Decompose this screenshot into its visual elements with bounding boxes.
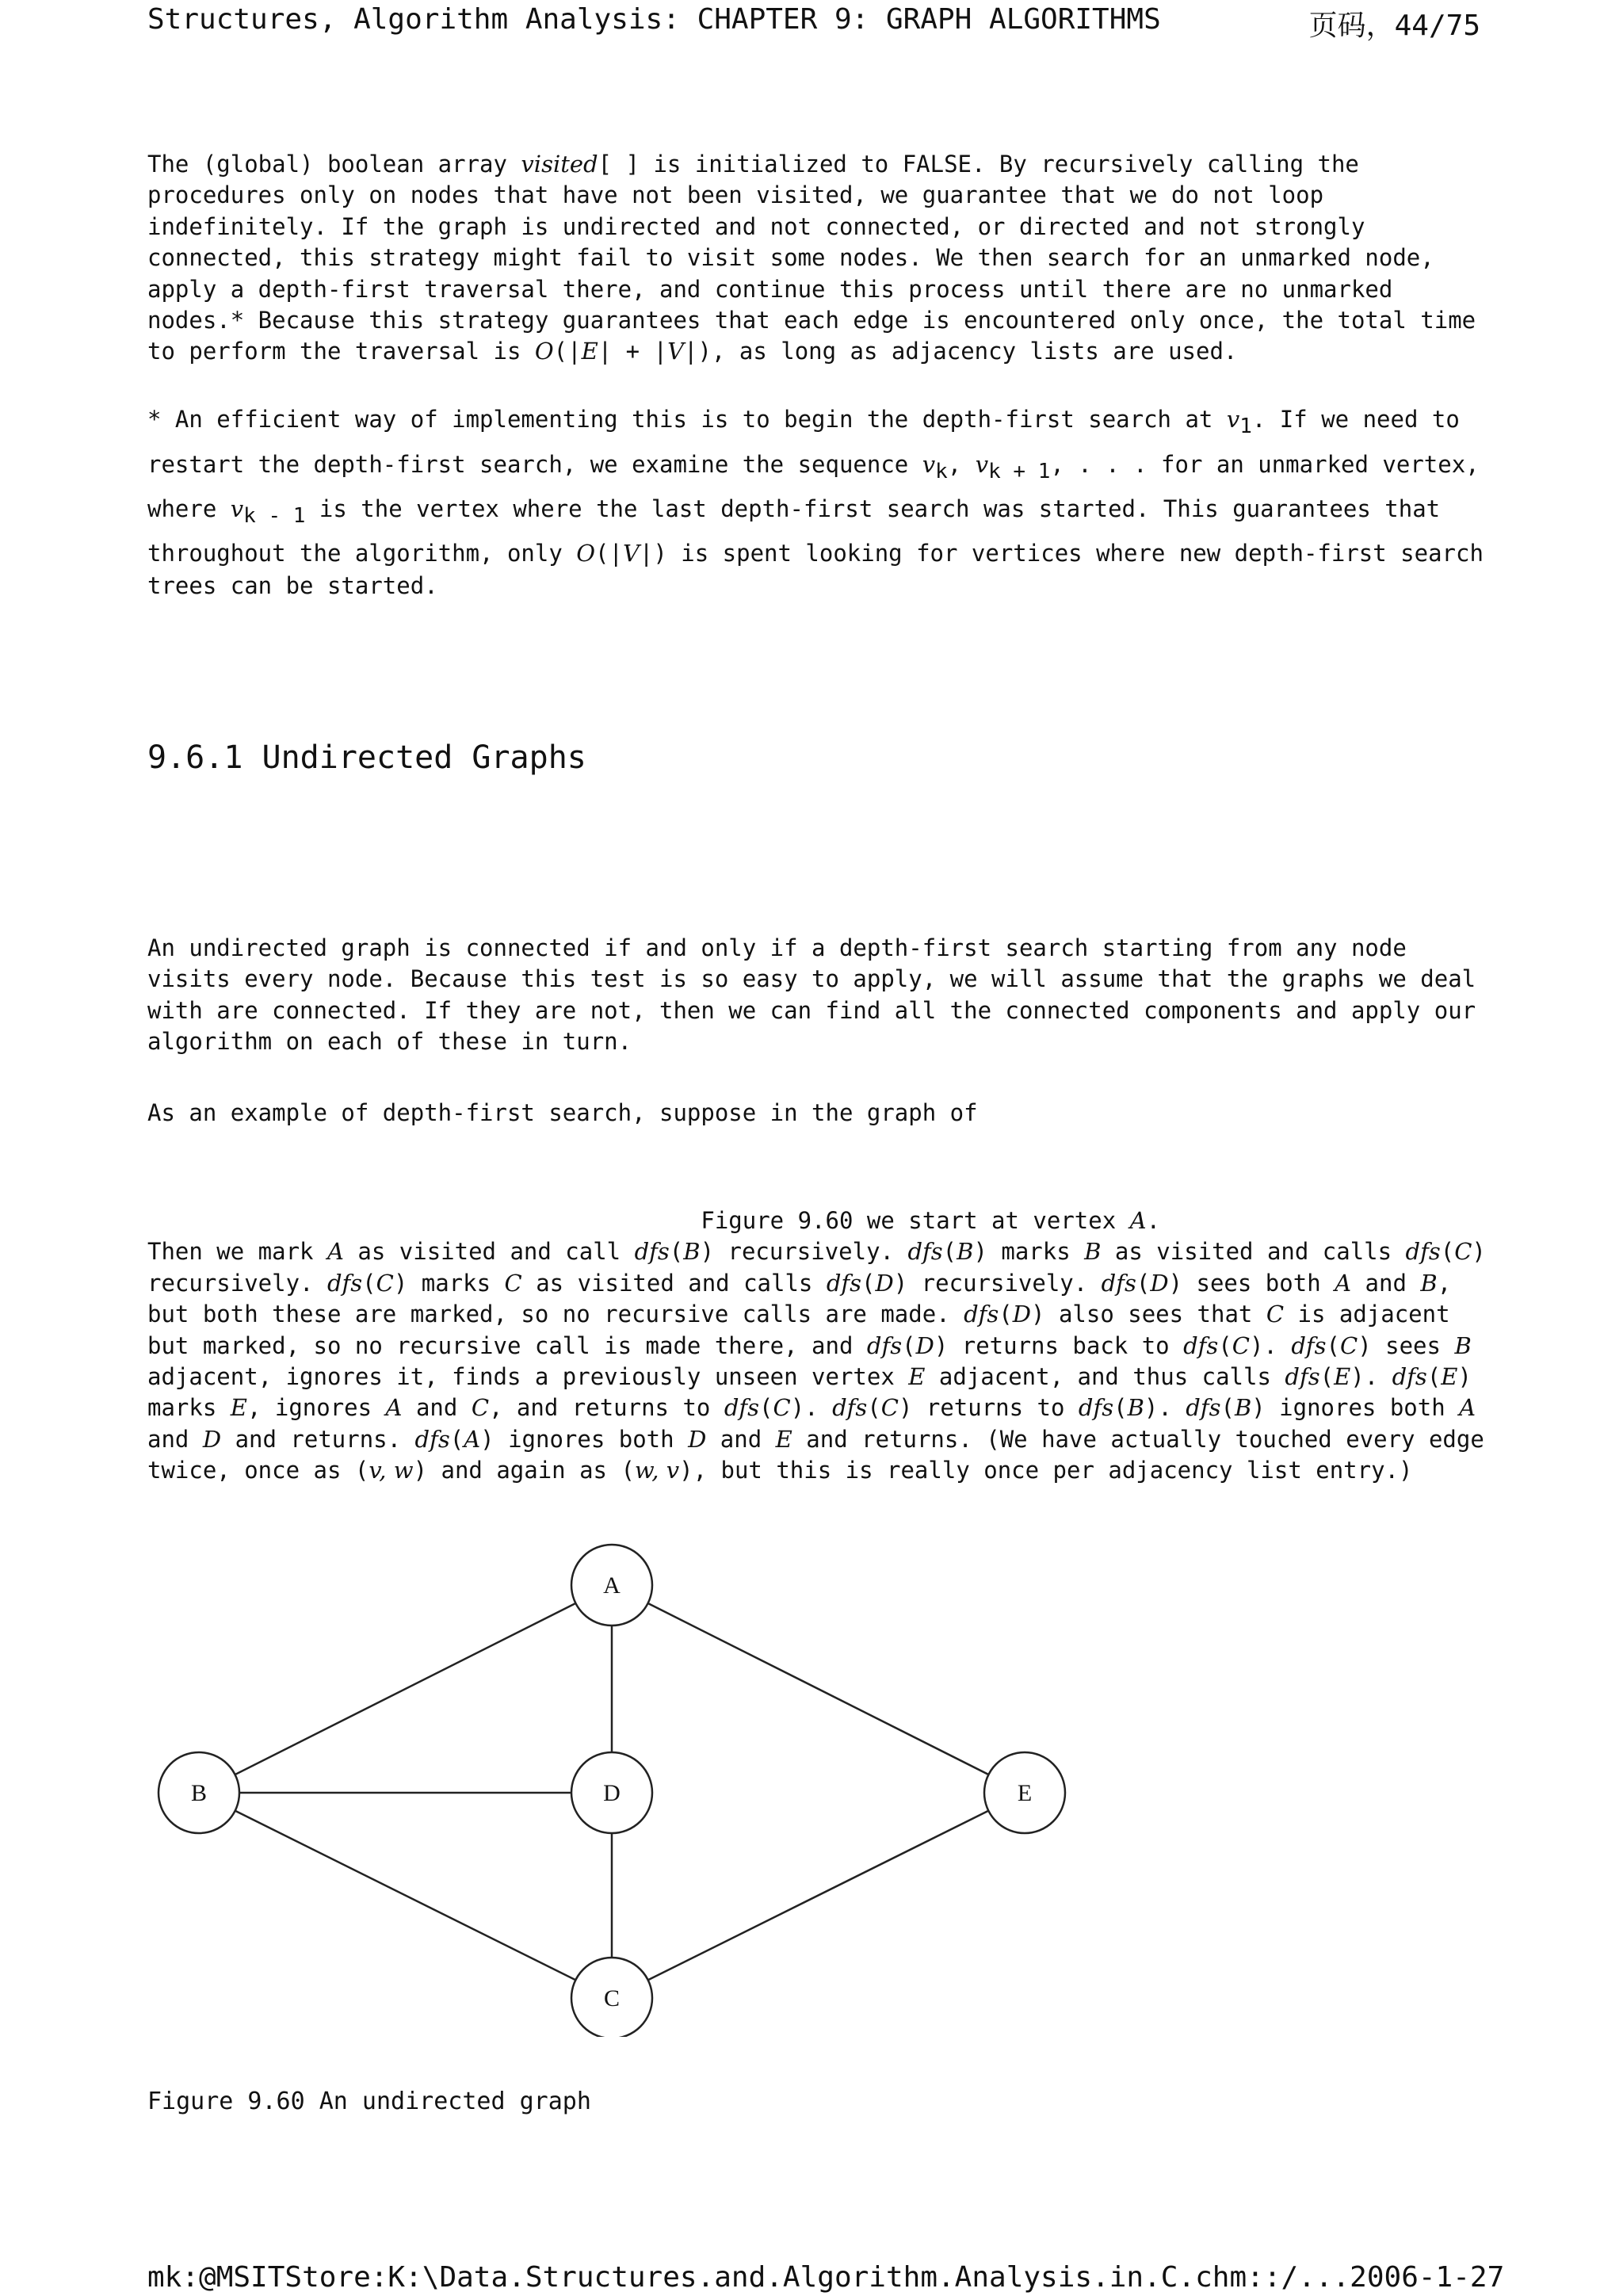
graph-node-label: B	[190, 1780, 208, 1806]
para4-line: recursively. dfs(C) marks C as visited and calls dfs(D) recursively. dfs(D) sees both A and B,	[147, 1269, 1452, 1297]
edge-b-c	[199, 1793, 612, 1998]
para3-line: As an example of depth-first search, suppose in the graph of	[147, 1099, 978, 1126]
paragraph-dfs-example-intro	[147, 1098, 1479, 1129]
edge-a-b	[199, 1585, 612, 1793]
graph-node-a	[571, 1545, 652, 1626]
page-number: 页码，44/75	[1308, 10, 1480, 42]
graph-node-d	[571, 1752, 652, 1833]
para1-line: connected, this strategy might fail to visit some nodes. We then search for an unmarked node,	[147, 244, 1434, 272]
para2-line: with are connected. If they are not, then we can find all the connected components and apply our	[147, 996, 1476, 1024]
footnote-line: * An efficient way of implementing this is to begin the depth-first search at $v_1$. If we need to	[147, 406, 1460, 438]
figure-caption: Figure 9.60 An undirected graph	[147, 2088, 591, 2115]
page-footer	[147, 2261, 1505, 2294]
para1-line: nodes.* Because this strategy guarantees that each edge is encountered only once, the total time	[147, 307, 1476, 334]
footnote-line: throughout the algorithm, only O(|V|) is spent looking for vertices where new depth-first search	[147, 540, 1484, 567]
para4-line: marks E, ignores A and C, and returns to dfs(C). dfs(C) returns to dfs(B). dfs(B) ignores both A	[147, 1394, 1476, 1422]
footnote-line: where $v_{k - 1}$ is the vertex where the last depth-first search was started. This guarantees that	[147, 495, 1441, 528]
para1-line: indefinitely. If the graph is undirected and not connected, or directed and not strongly	[147, 212, 1365, 240]
source-path: mk:@MSITStore:K:\Data.Structures.and.Algorithm.Analysis.in.C.chm::/...	[147, 2261, 1350, 2294]
para4-line: but marked, so no recursive call is made there, and dfs(D) returns back to dfs(C). dfs(C) sees B	[147, 1331, 1472, 1359]
graph-node-c	[571, 1958, 652, 2037]
para2-line: An undirected graph is connected if and only if a depth-first search starting from any node	[147, 934, 1407, 961]
page-header	[147, 3, 1480, 43]
document-title: Structures, Algorithm Analysis: CHAPTER 9: GRAPH ALGORITHMS	[147, 3, 1161, 36]
paragraph-visited-array	[147, 149, 1479, 368]
print-date: 2006-1-27	[1350, 2261, 1505, 2294]
paragraph-undirected-connected	[147, 933, 1479, 1058]
para2-line: visits every node. Because this test is so easy to apply, we will assume that the graphs we deal	[147, 965, 1476, 993]
graph-node-label: E	[1017, 1780, 1033, 1806]
graph-node-label: D	[603, 1780, 621, 1806]
para1-line: procedures only on nodes that have not been visited, we guarantee that we do not loop	[147, 181, 1324, 209]
graph-node-b	[158, 1752, 239, 1833]
graph-node-label: C	[603, 1985, 621, 2011]
para1-line: to perform the traversal is O(|E| + |V|), as long as adjacency lists are used.	[147, 338, 1238, 365]
para1-line: apply a depth-first traversal there, and continue this process until there are no unmarked	[147, 275, 1393, 303]
para4-line: adjacent, ignores it, finds a previously unseen vertex E adjacent, and thus calls dfs(E). dfs(E)	[147, 1363, 1472, 1391]
undirected-graph-figure	[147, 1526, 1067, 2037]
para4-line: Figure 9.60 we start at vertex A.	[147, 1207, 1161, 1234]
para1-line: The (global) boolean array visited[ ] is initialized to FALSE. By recursively calling the	[147, 151, 1359, 178]
paragraph-dfs-walkthrough	[147, 1205, 1486, 1487]
para4-line: and D and returns. dfs(A) ignores both D and E and returns. (We have actually touched every edge	[147, 1425, 1484, 1453]
footnote-line: restart the depth-first search, we examine the sequence $v_k$, $v_{k + 1}$, . . . for an unmarked vertex,	[147, 451, 1480, 483]
para4-line: Then we mark A as visited and call dfs(B) recursively. dfs(B) marks B as visited and calls dfs(C)	[147, 1238, 1486, 1266]
graph-node-label: A	[603, 1572, 621, 1599]
edge-c-e	[612, 1793, 1025, 1998]
para4-line: twice, once as (v, w) and again as (w, v), but this is really once per adjacency list entry.)	[147, 1457, 1413, 1484]
para4-line: but both these are marked, so no recursive calls are made. dfs(D) also sees that C is adjacent	[147, 1301, 1450, 1328]
graph-node-e	[984, 1752, 1065, 1833]
para2-line: algorithm on each of these in turn.	[147, 1028, 632, 1056]
section-heading: 9.6.1 Undirected Graphs	[147, 739, 586, 776]
footnote-line: trees can be started.	[147, 572, 438, 599]
edge-a-e	[612, 1585, 1025, 1793]
